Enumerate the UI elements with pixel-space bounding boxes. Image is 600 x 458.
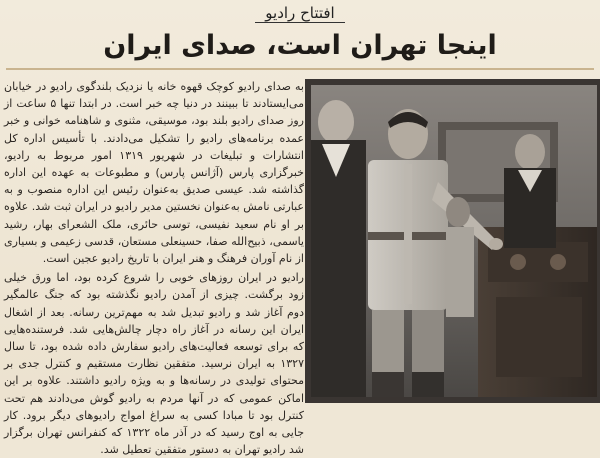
historic-photo (308, 82, 600, 400)
page-headline: اینجا تهران است، صدای ایران (103, 30, 497, 61)
section-kicker (0, 4, 600, 22)
header-divider (6, 68, 594, 70)
kicker-text: افتتاح رادیو (255, 4, 344, 23)
historic-photo-icon (308, 82, 600, 400)
article-paragraph-2: رادیو در ایران روزهای خوبی را شروع کرده بود، اما ورق خیلی زود برگشت. چیزی از آمدن رادیو نگذشته بود که جنگ عالمگیر دوم آغاز شد و رادیو تبدیل شد به مهم‌ترین رسانه. بعد از اشغال ایران این رسانه در آغاز راه دچار چالش‌هایی شد. فرستنده‌هایی که برای توسعه فعالیت‌های رادیو سفارش داده شده بود، تا سال ۱۳۲۷ به ایران نرسید. متفقین نظارت مستقیم و کنترل جدی بر محتوای تولیدی در رسانه‌ها و به ویژه رادیو داشتند. علاوه بر این اماکن عمومی که در آنها مردم به رادیو گوش می‌دادند هم تحت کنترل بود تا مبادا کسی به سراغ امواج رادیوهای دیگر برود. کار جایی به اوج رسید که در آذر ماه ۱۳۲۲ که کنفرانس تهران برگزار شد رادیو تهران به دستور متفقین تعطیل شد. (4, 271, 305, 457)
article-paragraph-1: به صدای رادیو کوچک قهوه خانه یا نزدیک بلندگوی رادیو در خیابان می‌ایستادند تا ببینند در دنیا چه خبر است. در ابتدا تنها ۵ ساعت از روز صدای رادیو بلند بود، موسیقی، مثنوی و شاهنامه خوانی و خبر عمده برنامه‌های رادیو را تشکیل می‌دادند. با تأسیس اداره کل انتشارات و تبلیغات در شهریور ۱۳۱۹ امور مربوط به رادیو، خبرگزاری پارس (آژانس پارس) و مطبوعات به عهده این اداره گذاشته شد. عیسی صدیق به‌عنوان رئیس این اداره منصوب و به عبارتی نامش به‌عنوان نخستین مدیر رادیو در ایران ثبت شد. علاوه بر او نام سعید نفیسی، توسی حائری، ملک الشعرای بهار، رشید یاسمی، ذبیح‌الله صفا، حسینعلی مستعان، قدسی زعیمی و بسیاری از نام آوران فرهنگ و هنر ایران با تاریخ رادیو عجین است. (4, 80, 304, 266)
article-body (4, 78, 305, 457)
